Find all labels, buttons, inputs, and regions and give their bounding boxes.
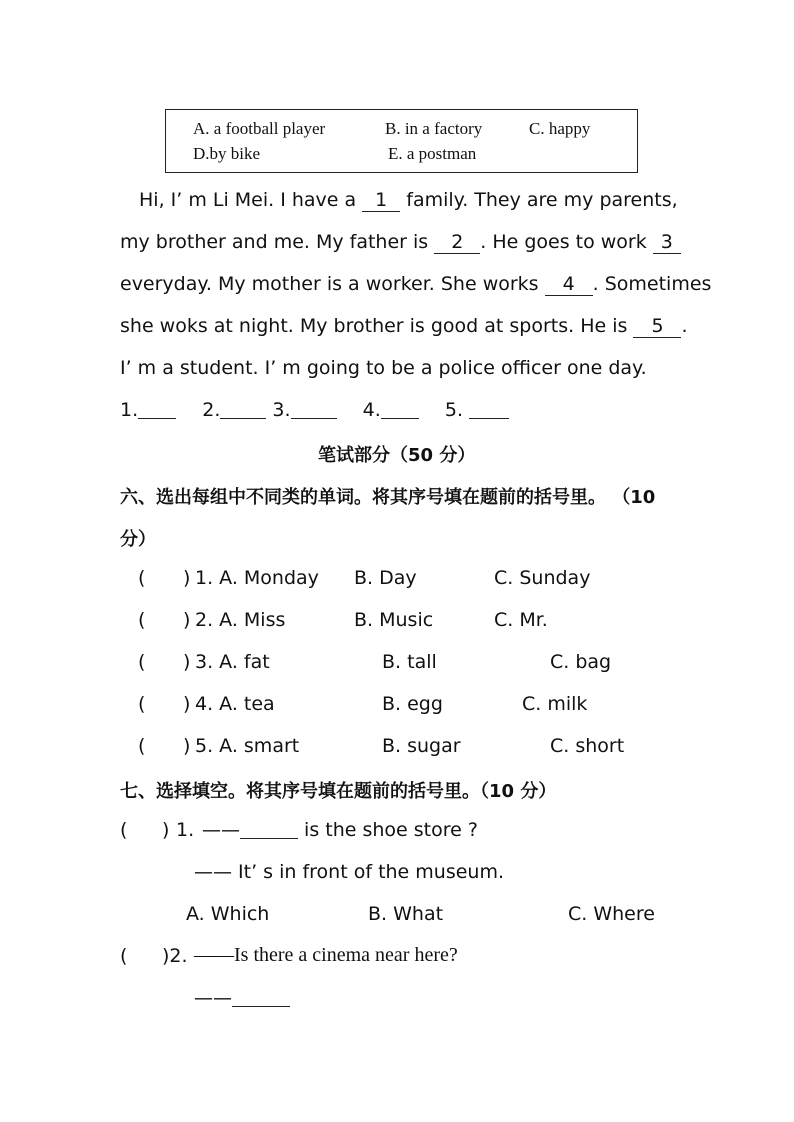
answer-line [120,399,509,421]
passage-text: . [681,315,688,337]
option-c-text: C. bag [550,651,612,673]
option-c-text: C. short [550,735,625,757]
blank-4[interactable]: 4 [545,274,593,296]
question-2-reply [194,987,290,1009]
blank-5[interactable]: 5 [633,316,681,338]
option-d: D.by bike [193,144,261,163]
answer-paren-open[interactable]: ( [138,609,146,631]
passage-text: Hi, I’ m Li Mei. I have a [139,189,357,211]
answer-paren-open[interactable]: ( [138,651,146,673]
answer-paren-close: ) [183,735,191,757]
dash: —— [202,819,240,841]
answer-num-3: 3. [272,399,291,421]
option-a-text: 3. A. fat [195,651,270,673]
passage-line-4 [120,315,688,338]
answer-num-2: 2. [202,399,221,421]
blank-2[interactable]: 2 [434,232,480,254]
answer-paren-open[interactable]: ( [138,567,146,589]
answer-paren-close: )2. [162,945,188,967]
answer-paren-close: ) [183,609,191,631]
section7-title: 七、选择填空。将其序号填在题前的括号里。（10 分） [120,781,557,802]
question-1-line [202,819,478,841]
option-c-text: C. Mr. [494,609,548,631]
passage-line-5: I’ m a student. I’ m going to be a police officer one day. [120,357,647,379]
written-part-title: 笔试部分（50 分） [318,445,476,466]
section6-title-cont: 分） [120,529,156,550]
option-c: C. happy [529,119,591,138]
answer-blank-4[interactable] [381,399,419,419]
answer-blank-5[interactable] [469,399,509,419]
answer-num-5: 5. [444,399,464,421]
question-number: 1. [176,819,195,841]
option-b-text: B. tall [382,651,437,673]
option-a-text: 1. A. Monday [195,567,319,589]
answer-paren-close: ) [162,819,170,841]
passage-line-1 [139,189,678,212]
option-a: A. a football player [193,119,326,138]
passage-text: she woks at night. My brother is good at sports. He is [120,315,628,337]
word-option-box [165,109,638,173]
option-e: E. a postman [388,144,477,163]
option-a-text: 2. A. Miss [195,609,286,631]
answer-blank-3[interactable] [291,399,337,419]
section6-title: 六、选出每组中不同类的单词。将其序号填在题前的括号里。 （10 [120,487,656,508]
option-c-text: C. milk [522,693,588,715]
choice-c[interactable]: C. Where [568,903,655,925]
option-a-text: 4. A. tea [195,693,275,715]
answer-paren-close: ) [183,651,191,673]
option-a-text: 5. A. smart [195,735,300,757]
option-b-text: B. Day [354,567,417,589]
option-b-text: B. egg [382,693,443,715]
option-b: B. in a factory [385,119,483,138]
question-text: is the shoe store ? [304,819,478,841]
passage-text: everyday. My mother is a worker. She works [120,273,539,295]
answer-paren-open[interactable]: ( [138,735,146,757]
answer-num-4: 4. [362,399,381,421]
question-1-blank[interactable] [240,819,298,839]
option-b-text: B. sugar [382,735,461,757]
answer-paren-open[interactable]: ( [120,945,128,967]
answer-blank-1[interactable] [138,399,176,419]
answer-paren-close: ) [183,693,191,715]
question-2-blank[interactable] [232,987,290,1007]
answer-paren-open[interactable]: ( [120,819,128,841]
answer-paren-open[interactable]: ( [138,693,146,715]
choice-a[interactable]: A. Which [186,903,270,925]
option-b-text: B. Music [354,609,434,631]
dash: —— [194,987,232,1009]
answer-paren-close: ) [183,567,191,589]
passage-text: . Sometimes [592,273,712,295]
answer-num-1: 1. [120,399,139,421]
section6-item [138,567,145,589]
passage-text: . He goes to work [480,231,647,253]
question-2-text: ——Is there a cinema near here? [194,944,458,966]
question-1-reply: —— It’ s in front of the museum. [194,861,505,883]
passage-text: family. They are my parents, [406,189,678,211]
blank-1[interactable]: 1 [362,190,400,212]
answer-blank-2[interactable] [220,399,266,419]
option-c-text: C. Sunday [494,567,591,589]
choice-b[interactable]: B. What [368,903,444,925]
passage-line-2 [120,231,681,254]
passage-text: my brother and me. My father is [120,231,429,253]
blank-3[interactable]: 3 [653,232,681,254]
passage-line-3 [120,273,711,296]
